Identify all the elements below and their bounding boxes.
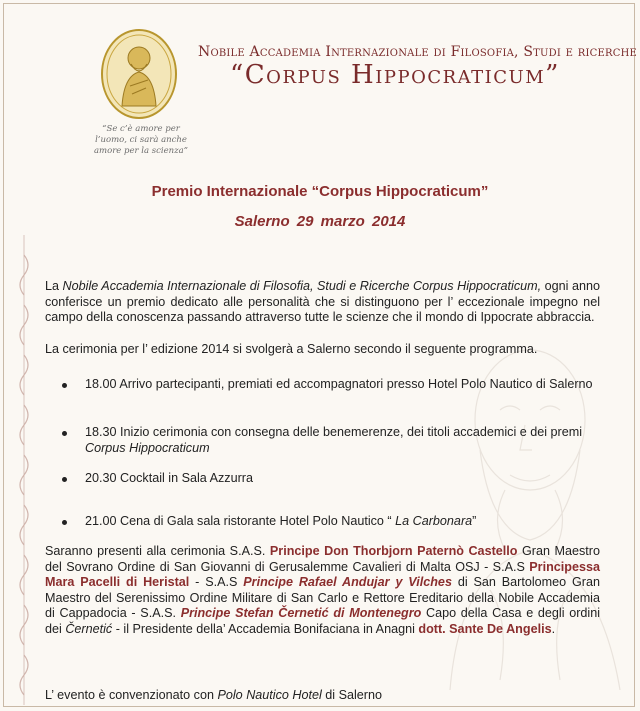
guests-text: . <box>551 621 556 636</box>
program-item-text: 18.00 Arrivo partecipanti, premiati ed accompagnatori presso Hotel Polo Nautico di Salerno <box>85 377 593 391</box>
prize-title: Premio Internazionale “Corpus Hippocraticum” <box>151 183 489 200</box>
footer-note <box>45 688 600 704</box>
program-item-text-main: 21.00 Cena di Gala sala ristorante Hotel Polo Nautico “ <box>85 514 396 528</box>
guest-name: Principe Don Thorbjorn Paternò Castello <box>269 544 518 558</box>
guests-paragraph <box>45 544 600 637</box>
hippocrates-seal-logo <box>100 28 178 120</box>
guest-name: Principe Stefan Černetić di Montenegro <box>180 606 422 620</box>
academy-motto: “Se c’è amore per l’uomo, ci sarà anche amore per la scienza” <box>93 124 188 156</box>
guests-text-italic: Černetić <box>65 621 113 636</box>
guest-name: Principe Rafael Andujar y Vilches <box>243 575 452 589</box>
guest-name: Principessa Mara Pacelli di Heristal <box>45 559 600 589</box>
footer-hotel-name: Polo Nautico Hotel <box>217 688 322 702</box>
program-item-text-main: 18.30 Inizio cerimonia con consegna delle benemerenze, dei titoli accademici e dei premi <box>85 425 583 439</box>
guests-text: Saranno presenti alla cerimonia S.A.S. <box>45 544 270 558</box>
program-item-text-italic: Corpus Hippocraticum <box>85 440 210 455</box>
guests-text: - S.A.S <box>189 575 244 589</box>
academy-title: “Corpus Hippocraticum” <box>230 60 560 90</box>
footer-text: L’ evento è convenzionato con <box>45 688 218 702</box>
guests-text: Capo della Casa e degli ordini dei <box>45 606 600 636</box>
event-date: Salerno 29 marzo 2014 <box>234 213 406 230</box>
footer-text: di Salerno <box>321 688 383 702</box>
academy-full-name: Nobile Accademia Internazionale di Filosofia, Studi e Ricerche Corpus Hippocraticum, <box>62 279 542 293</box>
intro-body: ogni anno conferisce un premio dedicato alle personalità che si distinguono per l’ eccezionale impegno nel campo della conoscenza passando attraverso tutte le scienze che il mondo di Ippocrate abbraccia. <box>45 279 601 324</box>
program-item-text: 20.30 Cocktail in Sala Azzurra <box>85 471 254 485</box>
bullet-icon <box>62 520 67 525</box>
program-item-text-end: ” <box>472 514 477 528</box>
program-item-text <box>85 514 600 530</box>
bullet-icon <box>62 431 67 436</box>
bullet-icon <box>62 477 67 482</box>
academy-name: Nobile Accademia Internazionale di Filosofia, Studi e ricerche <box>198 44 638 60</box>
side-ornament <box>13 235 35 705</box>
guests-text: - il Presidente della’ Accademia Bonifaciana in Anagni <box>112 621 419 636</box>
ceremony-intro: La cerimonia per l’ edizione 2014 si svolgerà a Salerno secondo il seguente programma. <box>45 342 538 356</box>
guests-text: Gran Maestro del Sovrano Ordine di San Giovanni di Gerusalemme Cavalieri di Malta OSJ - S.A.S <box>45 544 600 574</box>
guests-text: di San Bartolomeo Gran Maestro del Serenissimo Ordine Militare di San Carlo e Rettore Ereditario della Nobile Accademia di Cappadocia - S.A.S. <box>45 575 601 620</box>
program-item-text-italic: La Carbonara <box>395 514 473 528</box>
bullet-icon <box>62 383 67 388</box>
intro-paragraph <box>45 279 600 326</box>
intro-lead: La <box>45 279 63 293</box>
guest-name: dott. Sante De Angelis <box>418 621 552 636</box>
program-item-text <box>85 425 600 456</box>
